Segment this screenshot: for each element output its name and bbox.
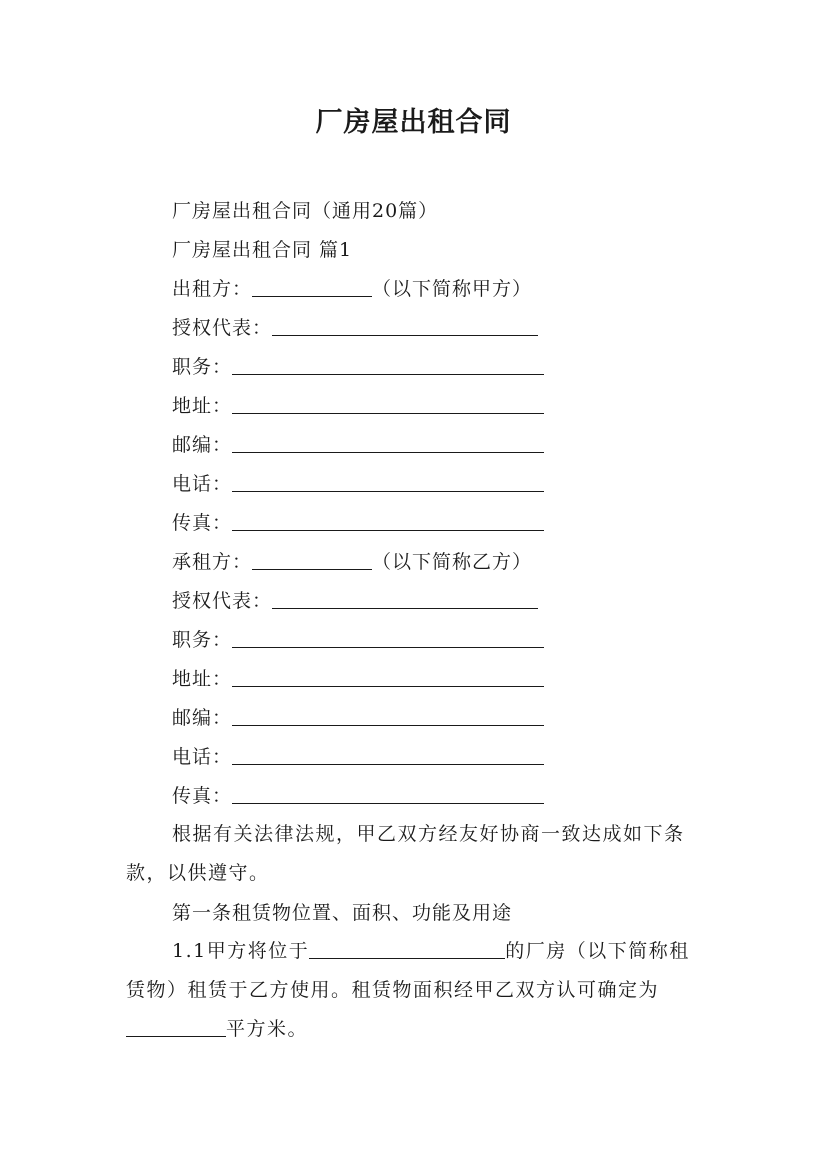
lessee-field (172, 742, 544, 772)
lessor-suffix: （以下简称甲方） (372, 278, 533, 300)
lessee-suffix: （以下简称乙方） (372, 551, 533, 573)
lessee-field-blank (232, 666, 544, 687)
location-blank (309, 938, 505, 959)
lessee-field-label: 授权代表： (172, 590, 273, 612)
clause-1-1 (126, 932, 706, 1049)
lessor-field (172, 313, 538, 343)
lessee-field (172, 664, 544, 694)
lessee-field-label: 传真： (172, 785, 233, 807)
document-title: 厂房屋出租合同 (315, 107, 512, 138)
lessor-field (172, 352, 544, 382)
lessor-field (172, 430, 544, 460)
lessor-blank (252, 276, 372, 297)
clause-1-1-part-b: 的厂房（以下简称租赁物）租赁于乙方使用。租赁物面积经甲乙双方认可确定为 (126, 940, 690, 1001)
lessee-line (172, 547, 532, 577)
lessee-field-blank (232, 705, 544, 726)
intro-paragraph: 根据有关法律法规，甲乙双方经友好协商一致达成如下条款，以供遵守。 (126, 823, 685, 884)
lessor-label: 出租方： (172, 278, 253, 300)
lessor-field-blank (232, 510, 544, 531)
lessee-field (172, 625, 544, 655)
lessor-field-label: 地址： (172, 395, 233, 417)
lessee-field-blank (232, 744, 544, 765)
lessor-field (172, 391, 544, 421)
lessor-field-blank (232, 354, 544, 375)
lessee-field (172, 781, 544, 811)
document-subtitle: 厂房屋出租合同（通用20篇） (172, 200, 439, 222)
part-heading: 厂房屋出租合同 篇1 (172, 239, 353, 261)
lessor-field (172, 469, 544, 499)
lessor-field-label: 职务： (172, 356, 233, 378)
lessee-field-blank (232, 783, 544, 804)
clause-1-1-part-a: 1.1甲方将位于 (172, 940, 310, 962)
area-blank (126, 1016, 226, 1037)
lessor-field-label: 传真： (172, 512, 233, 534)
lessor-field-blank (232, 471, 544, 492)
lessor-line (172, 274, 532, 304)
lessor-field-blank (272, 315, 538, 336)
lessee-field (172, 703, 544, 733)
lessor-field-blank (232, 393, 544, 414)
article-1-heading: 第一条租赁物位置、面积、功能及用途 (172, 902, 513, 924)
lessee-label: 承租方： (172, 551, 253, 573)
clause-1-1-part-c: 平方米。 (226, 1018, 309, 1040)
lessee-blank (252, 549, 372, 570)
lessor-field-label: 邮编： (172, 434, 233, 456)
lessee-field-label: 邮编： (172, 707, 233, 729)
lessee-field-label: 电话： (172, 746, 233, 768)
lessor-field (172, 508, 544, 538)
lessor-field-label: 电话： (172, 473, 233, 495)
lessee-field-blank (232, 627, 544, 648)
lessee-field-label: 职务： (172, 629, 233, 651)
lessee-field-blank (272, 588, 538, 609)
lessee-field-label: 地址： (172, 668, 233, 690)
lessor-field-blank (232, 432, 544, 453)
lessor-field-label: 授权代表： (172, 317, 273, 339)
lessee-field (172, 586, 538, 616)
